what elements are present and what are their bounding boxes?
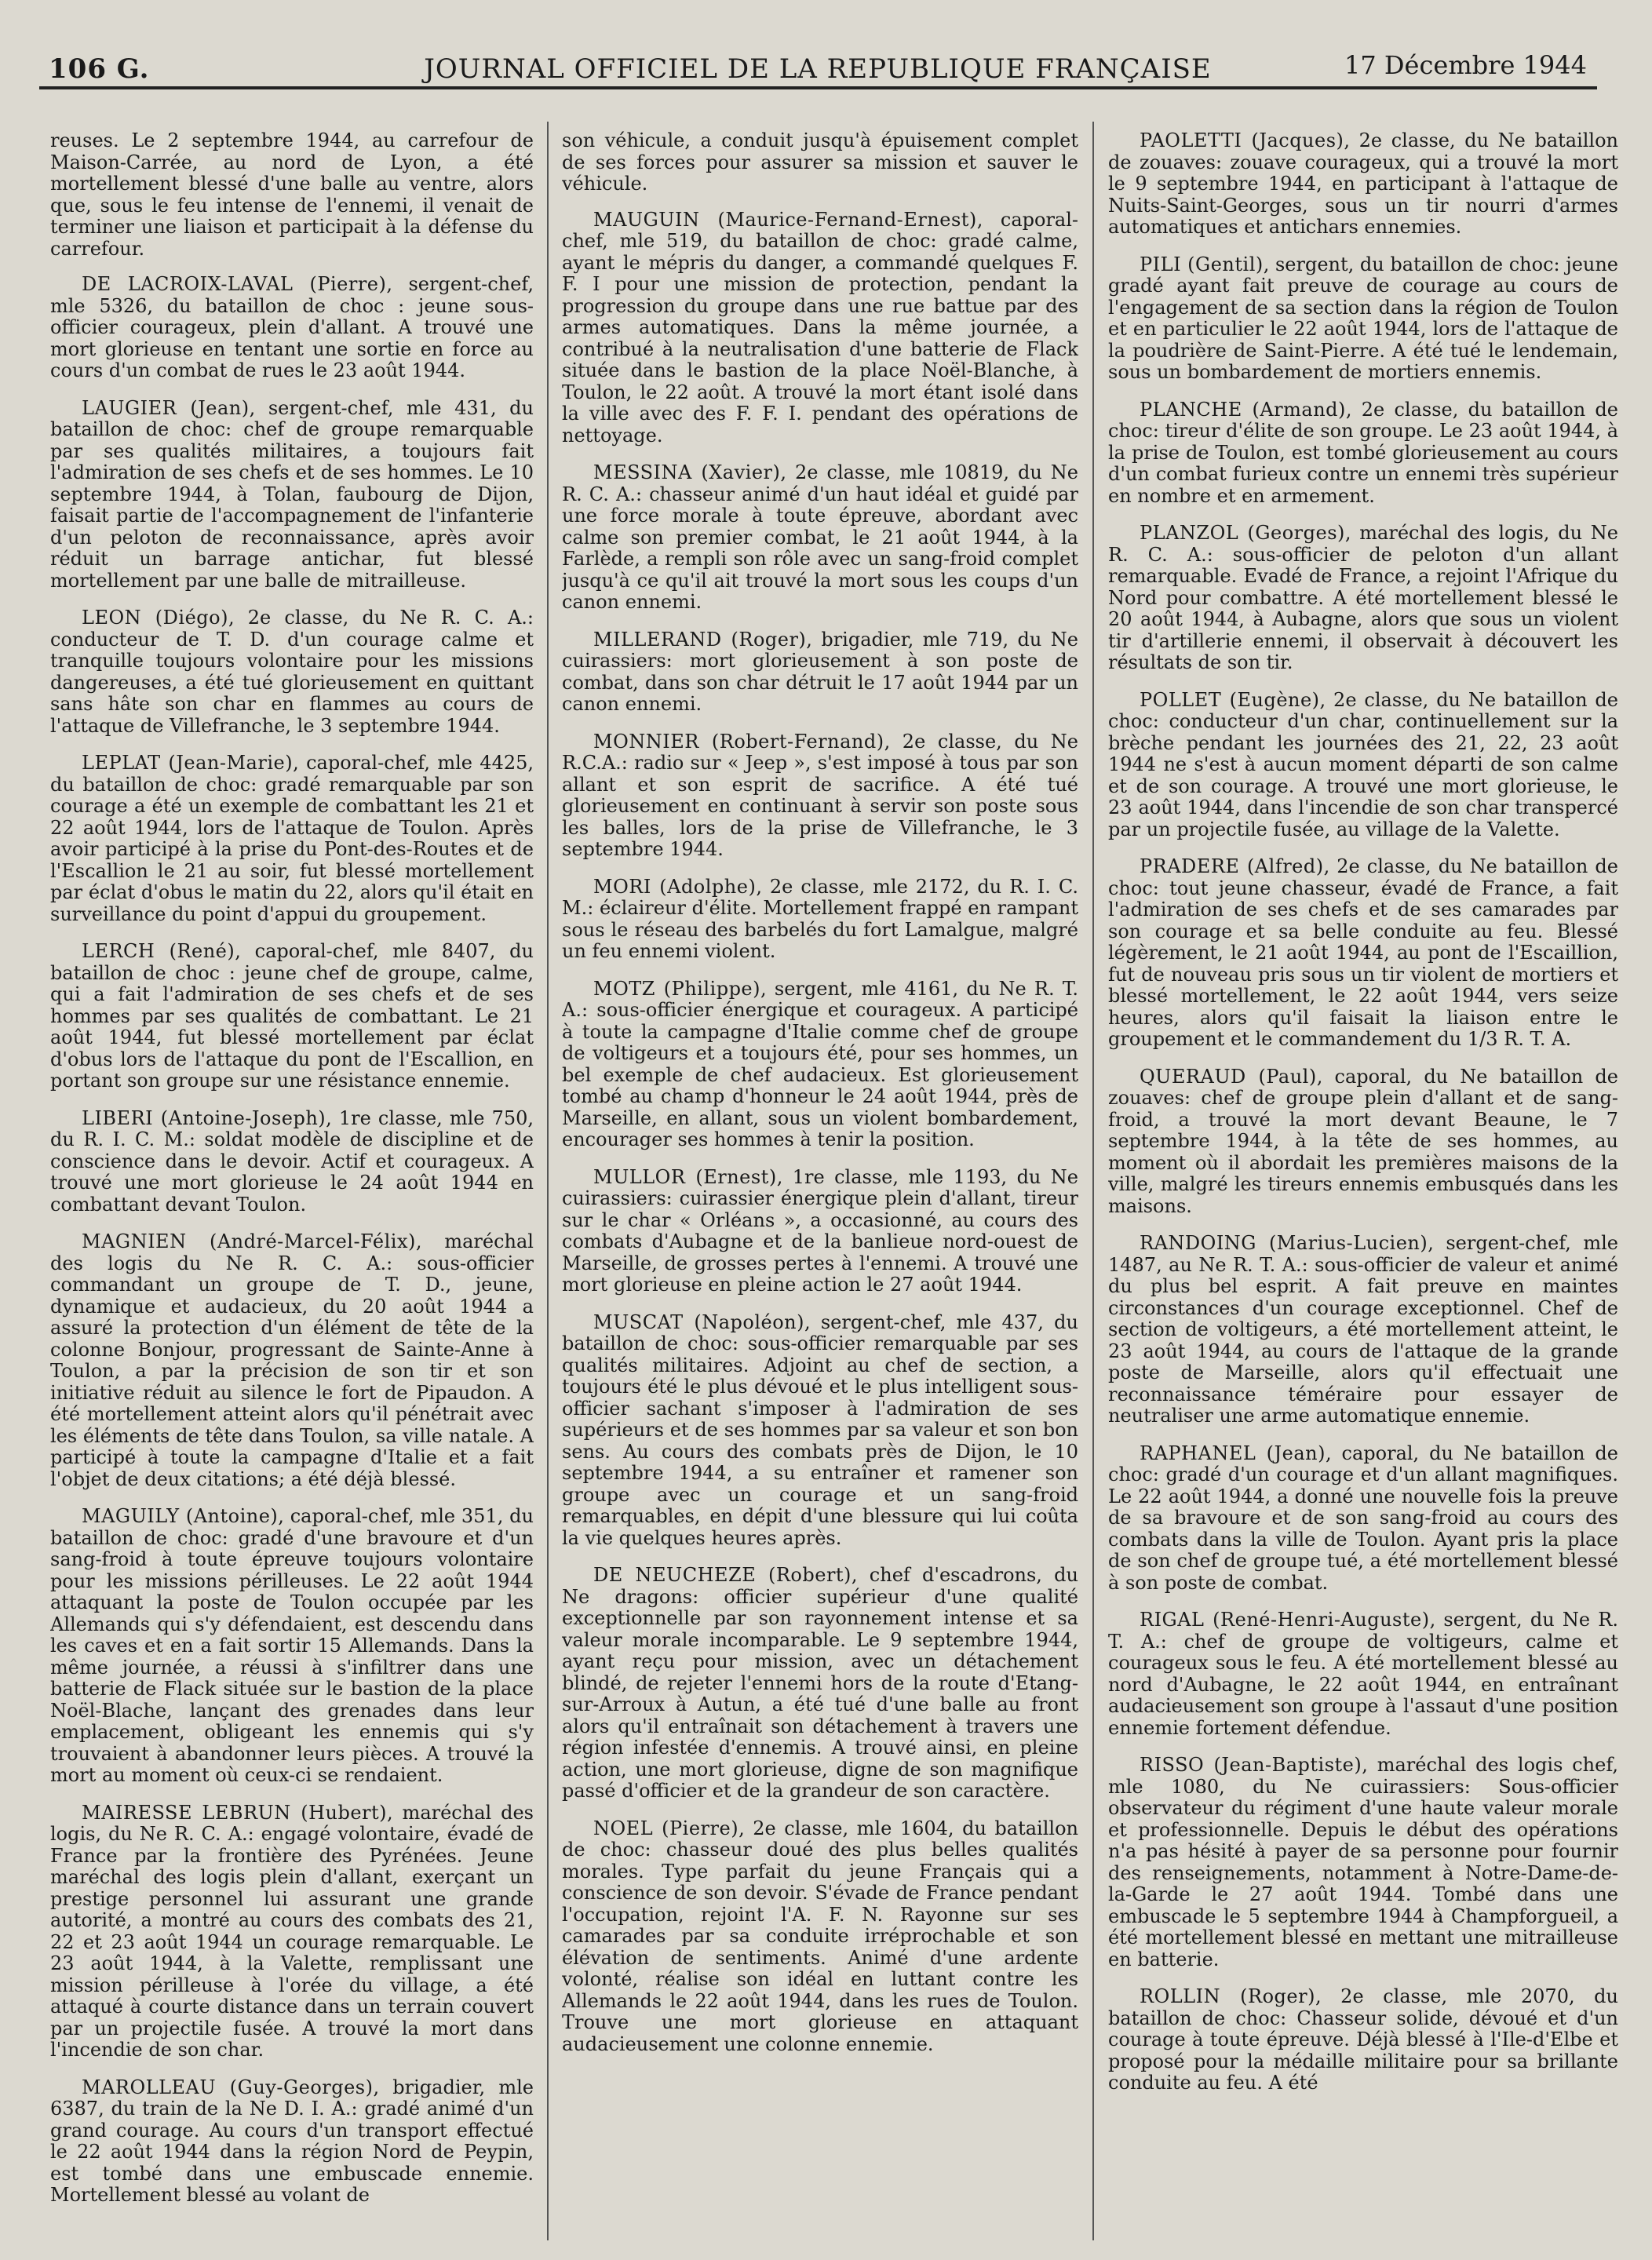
citation-text: , sergent, du bataillon de choc: jeune gradé ayant fait preuve de courage au cours de l'engagement de sa section dans la région de Toulon et en particulier le 22 août 1944, lors de l'attaque de la poudrière de Saint-Pierre. A été tué le lendemain, sous un bombardement de mortiers ennemis. bbox=[1108, 253, 1618, 383]
citation-text: , chef d'escadrons, du Ne dragons: officier supérieur d'une qualité exceptionnelle par son rayonnement intense et sa valeur morale incomparable. Le 9 septembre 1944, ayant reçu pour mission, avec un détachement blindé, de rejeter l'ennemi hors de la route d'Etang-sur-Arroux à Autun, a été tué d'une balle au front alors qu'il entraînait son détachement à travers une région infestée d'ennemis. A trouvé ainsi, en pleine action, une mort glorieuse, digne de son magnifique passé d'officier et de la grandeur de son caractère. bbox=[562, 1564, 1078, 1802]
citation-entry bbox=[50, 1803, 534, 2061]
citation-entry bbox=[562, 731, 1078, 861]
citation-entry bbox=[50, 941, 534, 1092]
citation-name: MAROLLEAU (Guy-Georges) bbox=[82, 2076, 374, 2098]
citation-entry bbox=[1108, 1755, 1618, 1970]
citation-entry bbox=[50, 1231, 534, 1490]
citation-entry bbox=[562, 1818, 1078, 2056]
citation-text: , maréchal des logis chef, mle 1080, du Ne cuirassiers: Sous-officier observateur du régiment d'une haute valeur morale et professionnelle. Depuis le début des opérations n'a pas hésité à payer de sa personne pour fournir des renseignements, notamment à Notre-Dame-de-la-Garde le 27 août 1944. Tombé dans une embuscade le 5 septembre 1944 à Champforgueil, a été mortellement blessé en mettant une mitrailleuse en batterie. bbox=[1108, 1754, 1618, 1970]
citation-entry bbox=[1108, 254, 1618, 384]
citation-text: , maréchal des logis du Ne R. C. A.: sous-officier commandant un groupe de T. D., jeune, dynamique et audacieux, du 20 août 1944 a assuré la protection d'un élément de tête de la colonne Bonjour, progressant de Sainte-Anne à Toulon, a par la précision de son tir et son initiative réduit au silence le fort de Pipaudon. A été mortellement atteint alors qu'il pénétrait avec les éléments de tête dans Toulon, sa ville natale. A participé à toute la campagne d'Italie et a fait l'objet de deux citations; a été déjà blessé. bbox=[50, 1230, 534, 1490]
citation-entry bbox=[562, 462, 1078, 614]
citation-text: , sergent-chef, mle 5326, du bataillon de choc : jeune sous-officier courageux, plein d'allant. A trouvé une mort glorieuse en tentant une sortie en force au cours d'un combat de rues le 23 août 1944. bbox=[50, 273, 534, 381]
column-separator bbox=[547, 122, 549, 2240]
citation-name: RAPHANEL (Jean) bbox=[1140, 1442, 1326, 1464]
citation-text: , 2e classe, du Ne R.C.A.: radio sur « Jeep », s'est imposé à tous par son allant et son esprit de sacrifice. A été tué glorieusement en continuant à servir son poste sous les balles, lors de la prise de Villefranche, le 3 septembre 1944. bbox=[562, 730, 1078, 860]
citation-text: , sergent-chef, mle 431, du bataillon de choc: chef de groupe remarquable par ses qualités militaires, a toujours fait l'admiration de ses chefs et de ses hommes. Le 10 septembre 1944, à Tolan, faubourg de Dijon, faisait partie de l'accompagnement de l'infanterie d'un peloton de reconnaissance, après avoir réduit un barrage antichar, fut blessé mortellement par une balle de mitrailleuse. bbox=[50, 396, 534, 592]
citation-name: DE NEUCHEZE (Robert) bbox=[593, 1564, 852, 1586]
citation-name: MILLERAND (Roger) bbox=[593, 628, 807, 651]
citation-name: MORI (Adolphe) bbox=[593, 875, 757, 898]
citation-name: PILI (Gentil) bbox=[1140, 253, 1264, 275]
citation-text: , caporal-chef, mle 8407, du bataillon de choc : jeune chef de groupe, calme, qui a fait l'admiration de ses chefs et de ses hommes par ses qualités de combattant. Le 21 août 1944, fut blessé mortellement par éclat d'obus lors de l'attaque du pont de l'Escallion, en portant son groupe sur une résistance ennemie. bbox=[50, 940, 534, 1092]
citation-text: , caporal-chef, mle 351, du bataillon de choc: gradé d'une bravoure et d'un sang-froid à toute épreuve toujours volontaire pour les missions périlleuses. Le 22 août 1944 attaquant la poste de Toulon occupée par les Allemands qui s'y défendaient, est descendu dans les caves et en a fait sortir 15 Allemands. Dans la même journée, a réussi à s'infiltrer dans une batterie de Flack située sur le bastion de la place Noël-Blache, lançant des grenades dans leur emplacement, obligeant les ennemis qui s'y trouvaient à abandonner leurs pièces. A trouvé la mort au moment où ceux-ci se rendaient. bbox=[50, 1505, 534, 1786]
citation-name: POLLET (Eugène) bbox=[1140, 688, 1320, 711]
citation-name: MONNIER (Robert-Fernand) bbox=[593, 730, 884, 753]
citation-text: , 2e classe, du Ne bataillon de choc: conducteur d'un char, continuellement sur la brèche pendant les journées des 21, 22, 23 août 1944 ne s'est à aucun moment départi de son calme et de son courage. A trouvé une mort glorieuse, le 23 août 1944, dans l'incendie de son char transpercé par un projectile fusée, au village de la Valette. bbox=[1108, 688, 1618, 840]
citation-name: MAGNIEN (André-Marcel-Félix) bbox=[82, 1230, 416, 1252]
page-header bbox=[49, 50, 1587, 100]
citation-text: , 2e classe, mle 1604, du bataillon de choc: chasseur doué des plus belles qualités morales. Type parfait du jeune Français qui a conscience de son devoir. S'évade de France pendant l'occupation, rejoint l'A. F. N. Rayonne sur ses camarades par sa conduite irréprochable et son élévation de sentiments. Animé d'une ardente volonté, réalise son idéal en luttant contre les Allemands le 22 août 1944, dans les rues de Toulon. Trouve une mort glorieuse en attaquant audacieusement une colonne ennemie. bbox=[562, 1817, 1078, 2055]
citation-entry bbox=[50, 1506, 534, 1787]
citation-name: ROLLIN (Roger) bbox=[1140, 1985, 1315, 2007]
citation-entry bbox=[50, 274, 534, 382]
continuation-text: reuses. Le 2 septembre 1944, au carrefour de Maison-Carrée, au nord de Lyon, a été mortellement blessé d'une balle au ventre, alors que, sous le feu intense de l'ennemi, il venait de terminer une liaison et participait à la défense du carrefour. bbox=[50, 130, 534, 260]
citation-entry bbox=[50, 2077, 534, 2207]
citation-text: , 2e classe, mle 2172, du R. I. C. M.: éclaireur d'élite. Mortellement frappé en rampant sous le réseau des barbelés du fort Lamalgue, malgré un feu ennemi violent. bbox=[562, 875, 1078, 962]
citation-text: , caporal-chef, mle 519, du bataillon de choc: gradé calme, ayant le mépris du danger, a commandé quelques F. F. I pour une mission de protection, pendant la progression du groupe dans une rue battue par des armes automatiques. Dans la même journée, a contribué à la neutralisation d'une batterie de Flack située dans le bastion de la place Noël-Blanche, à Toulon, le 22 août. A trouvé la mort étant isolé dans la ville avec des F. F. I. pendant des opérations de nettoyage. bbox=[562, 208, 1078, 447]
citation-text: , brigadier, mle 6387, du train de la Ne D. I. A.: gradé animé d'un grand courage. Au cours d'un transport effectué le 22 août 1944 dans la région Nord de Peypin, est tombé dans une embuscade ennemie. Mortellement blessé au volant de bbox=[50, 2076, 534, 2206]
citation-name: RANDOING (Marius-Lucien) bbox=[1140, 1232, 1428, 1254]
citation-name: LAUGIER (Jean) bbox=[82, 396, 250, 419]
citation-name: PRADERE (Alfred) bbox=[1140, 855, 1324, 877]
issue-date: 17 Décembre 1944 bbox=[1344, 50, 1587, 80]
citation-text: , 2e classe, du bataillon de choc: tireur d'élite de son groupe. Le 23 août 1944, à la prise de Toulon, est tombé glorieusement au cours d'un combat furieux contre un ennemi très supérieur en nombre et en armement. bbox=[1108, 398, 1618, 507]
citation-entry bbox=[50, 398, 534, 592]
citation-text: , 2e classe, mle 2070, du bataillon de choc: Chasseur solide, dévoué et d'un courage à toute épreuve. Déjà blessé à l'Ile-d'Elbe et proposé pour la médaille militaire pour sa brillante conduite au feu. A été bbox=[1108, 1985, 1618, 2094]
citation-name: MUSCAT (Napoléon) bbox=[593, 1310, 804, 1333]
citation-text: , 2e classe, du Ne R. C. A.: conducteur de T. D. d'un courage calme et tranquille toujours volontaire pour les missions dangereuses, a été tué glorieusement en quittant sans hâte son char en flammes au cours de l'attaque de Villefranche, le 3 septembre 1944. bbox=[50, 607, 534, 737]
citation-text: , caporal, du Ne bataillon de choc: gradé d'un courage et d'un allant magnifiques. Le 22 août 1944, a donné une nouvelle fois la preuve de sa bravoure et de son sang-froid au cours des combats dans la ville de Toulon. Ayant pris la place de son chef de groupe tué, a été mortellement blessé à son poste de combat. bbox=[1108, 1442, 1618, 1594]
citation-name: QUERAUD (Paul) bbox=[1140, 1065, 1317, 1088]
citation-entry bbox=[1108, 1233, 1618, 1427]
citation-entry bbox=[1108, 130, 1618, 239]
citation-entry bbox=[562, 210, 1078, 447]
citation-entry bbox=[562, 979, 1078, 1151]
citation-name: MOTZ (Philippe) bbox=[593, 977, 760, 1000]
column-3 bbox=[1108, 130, 1618, 2249]
citation-entry bbox=[1108, 690, 1618, 841]
journal-title: JOURNAL OFFICIEL DE LA REPUBLIQUE FRANÇAISE bbox=[424, 53, 1212, 85]
citation-text: , sergent, du Ne R. T. A.: chef de groupe de voltigeurs, calme et courageux sous le feu. A été mortellement blessé au nord d'Aubagne, le 22 août 1944, en entraînant audacieusement son groupe à l'assaut d'une position ennemie fortement défendue. bbox=[1108, 1609, 1618, 1739]
citation-text: , 2e classe, du Ne bataillon de zouaves: zouave courageux, qui a trouvé la mort le 9 septembre 1944, en participant à l'attaque de Nuits-Saint-Georges, sous un tir nourri d'armes automatiques et antichars ennemies. bbox=[1108, 130, 1618, 238]
citation-name: PAOLETTI (Jacques) bbox=[1140, 130, 1344, 151]
column-1 bbox=[50, 130, 534, 2249]
citation-text: , 2e classe, du Ne bataillon de choc: tout jeune chasseur, évadé de France, a fait l'admiration de ses chefs et de ses camarades par son courage et sa belle conduite au feu. Blessé légèrement, le 21 août 1944, au pont de l'Escaillion, fut de nouveau pris sous un tir violent de mortiers et blessé mortellement, le 22 août 1944, vers seize heures, alors qu'il faisait la liaison entre le groupement et le commandement du 1/3 R. T. A. bbox=[1108, 855, 1618, 1050]
citation-entry bbox=[562, 1167, 1078, 1296]
citation-entry bbox=[1108, 1443, 1618, 1595]
page-number: 106 G. bbox=[49, 53, 150, 85]
column-2 bbox=[562, 130, 1078, 2249]
citation-text: , maréchal des logis, du Ne R. C. A.: sous-officier de peloton d'un allant remarquable. Evadé de France, a rejoint l'Afrique du Nord pour combattre. A été mortellement blessé le 20 août 1944, à Aubagne, alors que sous un violent tir d'artillerie ennemi, il observait à découvert les résultats de son tir. bbox=[1108, 522, 1618, 673]
citation-name: LIBERI (Antoine-Joseph) bbox=[82, 1106, 326, 1129]
citation-name: MAGUILY (Antoine) bbox=[82, 1505, 279, 1527]
citation-entry bbox=[1108, 1066, 1618, 1218]
citation-text: , 1re classe, mle 750, du R. I. C. M.: soldat modèle de discipline et de conscience dans le devoir. Actif et courageux. A trouvé une mort glorieuse le 24 août 1944 en combattant devant Toulon. bbox=[50, 1106, 534, 1216]
column-separator bbox=[1092, 122, 1094, 2240]
citation-entry bbox=[1108, 523, 1618, 674]
citation-text: , maréchal des logis, du Ne R. C. A.: engagé volontaire, évadé de France par la frontière des Pyrénées. Jeune maréchal des logis plein d'allant, exerçant un prestige personnel lui assurant une grande autorité, a montré au cours des combats des 21, 22 et 23 août 1944 un courage remarquable. Le 23 août 1944, à la Valette, remplissant une mission périlleuse à l'orée du village, a été attaqué à courte distance dans un terrain couvert par un projectile fusée. A trouvé la mort dans l'incendie de son char. bbox=[50, 1801, 534, 2061]
citation-entry bbox=[562, 1312, 1078, 1550]
citation-entry bbox=[50, 753, 534, 925]
citation-name: LEON (Diégo) bbox=[82, 607, 228, 629]
citation-text: , sergent-chef, mle 437, du bataillon de choc: sous-officier remarquable par ses qualités militaires. Adjoint au chef de section, a toujours été le plus dévoué et le plus intelligent sous-officier sachant s'imposer à l'admiration de ses supérieurs et de ses hommes par sa valeur et son bon sens. Au cours des combats près de Dijon, le 10 septembre 1944, a su entraîner et ramener son groupe avec un courage et un sang-froid remarquables, en dépit d'une blessure qui lui coûta la vie quelques heures après. bbox=[562, 1310, 1078, 1549]
citation-name: MULLOR (Ernest) bbox=[593, 1165, 777, 1188]
citation-text: , brigadier, mle 719, du Ne cuirassiers: mort glorieusement à son poste de combat, dans son char détruit le 17 août 1944 par un canon ennemi. bbox=[562, 628, 1078, 715]
citation-text: , sergent-chef, mle 1487, au Ne R. T. A.: sous-officier de valeur et animé du plus bel esprit. A fait preuve en maintes circonstances d'un courage exceptionnel. Chef de section de voltigeurs, a été mortellement atteint, le 23 août 1944, au cours de l'attaque de la grande poste de Marseille, alors qu'il effectuait une reconnaissance téméraire pour essayer de neutraliser une arme automatique ennemie. bbox=[1108, 1232, 1618, 1427]
citation-text: , caporal-chef, mle 4425, du bataillon de choc: gradé remarquable par son courage a été un exemple de combattant les 21 et 22 août 1944, lors de l'attaque de Toulon. Après avoir participé à la prise du Pont-des-Routes et de l'Escallion le 21 au soir, fut blessé mortellement par éclat d'obus le matin du 22, alors qu'il était en surveillance du point d'appui du groupement. bbox=[50, 752, 534, 925]
citation-text: , 2e classe, mle 10819, du Ne R. C. A.: chasseur animé d'un haut idéal et guidé par une force morale à toute épreuve, abordant avec calme son premier combat, le 21 août 1944, à la Farlède, a rempli son rôle avec un sang-froid complet jusqu'à ce qu'il ait trouvé la mort sous les coups d'un canon ennemi. bbox=[562, 461, 1078, 613]
citation-entry bbox=[562, 1565, 1078, 1803]
citation-name: DE LACROIX-LAVAL (Pierre) bbox=[82, 273, 387, 295]
citation-text: , sergent, mle 4161, du Ne R. T. A.: sous-officier énergique et courageux. A participé à toute la campagne d'Italie comme chef de groupe de voltigeurs et a toujours été, pour ses hommes, un bel exemple de chef audacieux. Est glorieusement tombé au champ d'honneur le 24 août 1944, près de Marseille, en allant, sous un violent bombardement, encourager ses hommes à tenir la position. bbox=[562, 977, 1078, 1150]
citation-name: RISSO (Jean-Baptiste) bbox=[1140, 1754, 1362, 1776]
citation-name: RIGAL (René-Henri-Auguste) bbox=[1140, 1609, 1430, 1631]
citation-entry bbox=[1108, 1609, 1618, 1739]
citation-entry bbox=[1108, 1986, 1618, 2094]
citation-name: MAIRESSE LEBRUN (Hubert) bbox=[82, 1801, 387, 1824]
citation-entry bbox=[562, 877, 1078, 963]
citation-name: PLANCHE (Armand) bbox=[1140, 398, 1346, 421]
header-rule bbox=[39, 86, 1597, 89]
citation-text: , caporal, du Ne bataillon de zouaves: chef de groupe plein d'allant et de sang-froid, a trouvé la mort devant Beaune, le 7 septembre 1944, à la tête de ses hommes, au moment où il abordait les premières maisons de la ville, malgré les tireurs ennemis embusqués dans les maisons. bbox=[1108, 1065, 1618, 1217]
citation-entry bbox=[1108, 856, 1618, 1051]
citation-entry bbox=[50, 1108, 534, 1216]
citation-name: MAUGUIN (Maurice-Fernand-Ernest) bbox=[593, 208, 977, 231]
citation-name: LEPLAT (Jean-Marie) bbox=[82, 752, 294, 774]
citation-name: MESSINA (Xavier) bbox=[593, 461, 781, 483]
citation-name: PLANZOL (Georges) bbox=[1140, 522, 1345, 544]
citation-entry bbox=[50, 607, 534, 737]
continuation-text: son véhicule, a conduit jusqu'à épuisement complet de ses forces pour assurer sa mission et sauver le véhicule. bbox=[562, 130, 1078, 195]
citation-name: NOEL (Pierre) bbox=[593, 1817, 739, 1839]
citation-text: , 1re classe, mle 1193, du Ne cuirassiers: cuirassier énergique plein d'allant, tireur sur le char « Orléans », a occasionné, au cours des combats d'Aubagne et de la banlieue nord-ouest de Marseille, de grosses pertes à l'ennemi. A trouvé une mort glorieuse en pleine action le 27 août 1944. bbox=[562, 1165, 1078, 1296]
citation-name: LERCH (René) bbox=[82, 940, 235, 962]
citation-entry bbox=[1108, 399, 1618, 508]
citation-entry bbox=[562, 629, 1078, 716]
